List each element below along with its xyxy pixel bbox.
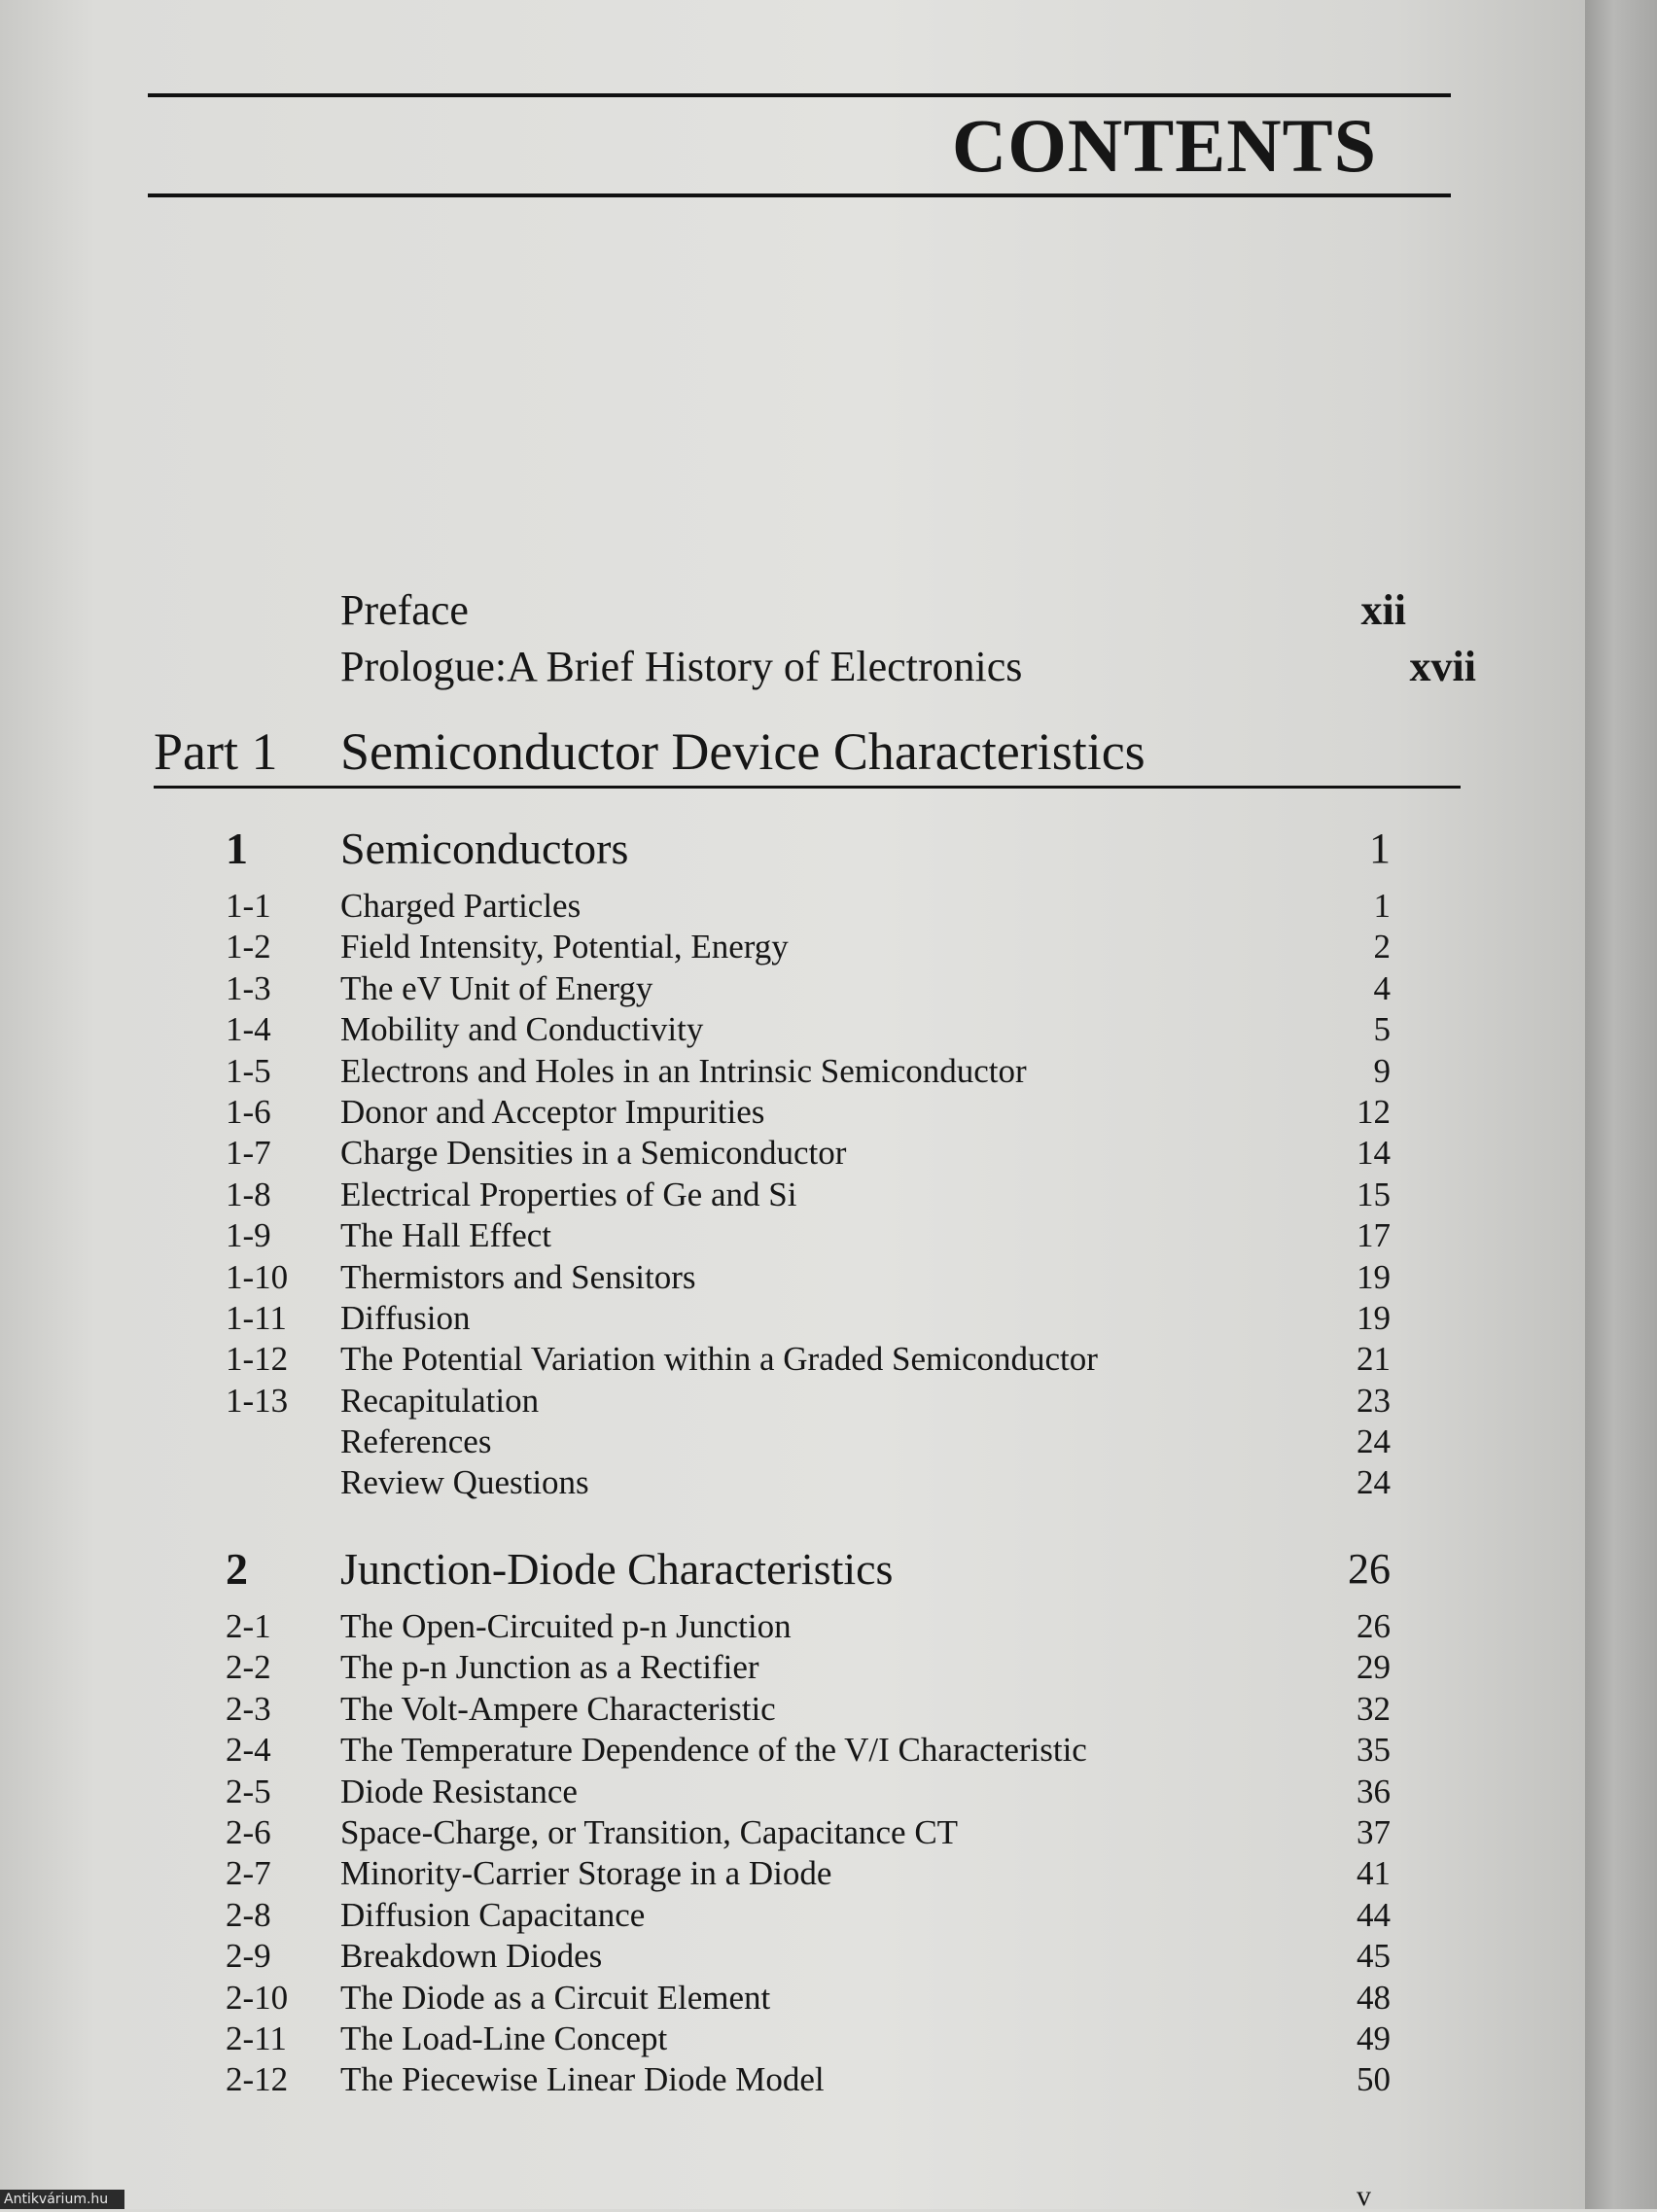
section-page: 5 (1373, 1010, 1391, 1049)
front-matter-prologue-page: xvii (1409, 643, 1476, 690)
section-page: 1 (1373, 887, 1391, 925)
section-title: The Diode as a Circuit Element (340, 1978, 771, 2017)
section-number: 1-3 (226, 968, 271, 1007)
front-matter-preface-page: xii (1360, 586, 1406, 634)
section-title: Diffusion Capacitance (340, 1895, 646, 1934)
toc-row (0, 1257, 1585, 1298)
part-rule (154, 786, 1461, 789)
section-title: Donor and Acceptor Impurities (340, 1092, 765, 1131)
toc-row (0, 1772, 1585, 1812)
toc-row (0, 1009, 1585, 1050)
chapter-2-section-list (0, 1606, 1585, 2101)
chapter-1-section-list (0, 886, 1585, 1504)
section-page: 50 (1357, 2060, 1391, 2099)
section-page: 35 (1357, 1731, 1391, 1770)
section-page: 24 (1357, 1463, 1391, 1502)
header-top-rule (148, 93, 1451, 97)
section-title: Mobility and Conductivity (340, 1010, 704, 1049)
section-title: Charged Particles (340, 887, 582, 925)
toc-row (0, 886, 1585, 927)
chapter-page: 26 (1348, 1545, 1391, 1593)
toc-row (0, 1092, 1585, 1133)
section-number: 2-4 (226, 1731, 271, 1770)
section-title: Recapitulation (340, 1381, 540, 1420)
section-number: 2-6 (226, 1812, 271, 1851)
toc-row (0, 1812, 1585, 1853)
toc-row (0, 1853, 1585, 1894)
section-title: The p-n Junction as a Rectifier (340, 1648, 759, 1687)
section-page: 48 (1357, 1978, 1391, 2017)
section-title: The Hall Effect (340, 1216, 552, 1255)
part-number: Part 1 (154, 722, 278, 781)
section-title: The Load-Line Concept (340, 2019, 668, 2057)
section-title: Diode Resistance (340, 1772, 578, 1810)
chapter-title: Semiconductors (340, 824, 629, 873)
toc-row (0, 1051, 1585, 1092)
section-page: 45 (1357, 1937, 1391, 1976)
section-page: 14 (1357, 1134, 1391, 1173)
book-binding-edge (1585, 0, 1657, 2209)
chapter-number: 1 (226, 824, 248, 873)
chapter-number: 2 (226, 1544, 248, 1594)
chapter-title: Junction-Diode Characteristics (340, 1544, 894, 1594)
section-number: 2-2 (226, 1648, 271, 1687)
section-number: 1-13 (226, 1381, 289, 1420)
part-title: Semiconductor Device Characteristics (340, 722, 1146, 781)
section-title: The Temperature Dependence of the V/I Characteristic (340, 1731, 1087, 1770)
toc-row (0, 1647, 1585, 1688)
section-title: Diffusion (340, 1298, 471, 1337)
toc-row (0, 1462, 1585, 1503)
section-page: 32 (1357, 1689, 1391, 1728)
section-number: 2-11 (226, 2019, 287, 2057)
section-number: 1-7 (226, 1134, 271, 1173)
toc-row (0, 2019, 1585, 2059)
section-title: The Open-Circuited p-n Junction (340, 1607, 792, 1645)
section-page: 19 (1357, 1257, 1391, 1296)
section-page: 26 (1357, 1607, 1391, 1645)
section-title: The Piecewise Linear Diode Model (340, 2060, 825, 2099)
section-title: Minority-Carrier Storage in a Diode (340, 1854, 832, 1893)
section-page: 19 (1357, 1298, 1391, 1337)
toc-row (0, 1689, 1585, 1730)
front-matter-preface: Preface (340, 586, 469, 634)
section-page: 49 (1357, 2019, 1391, 2057)
page-folio: v (1357, 2180, 1371, 2212)
section-number: 2-3 (226, 1689, 271, 1728)
watermark: Antikvárium.hu (0, 2190, 124, 2209)
section-title: Space-Charge, or Transition, Capacitance CT (340, 1812, 959, 1851)
section-number: 1-10 (226, 1257, 289, 1296)
front-matter-prologue: Prologue:A Brief History of Electronics (340, 643, 1023, 690)
section-number: 1-9 (226, 1216, 271, 1255)
section-page: 29 (1357, 1648, 1391, 1687)
section-page: 15 (1357, 1175, 1391, 1213)
section-page: 21 (1357, 1340, 1391, 1379)
section-title: Breakdown Diodes (340, 1937, 603, 1976)
toc-row (0, 927, 1585, 967)
section-number: 2-12 (226, 2060, 289, 2099)
section-page: 2 (1373, 928, 1391, 966)
toc-row (0, 1606, 1585, 1647)
section-number: 2-10 (226, 1978, 289, 2017)
toc-row (0, 1175, 1585, 1215)
section-title: The Potential Variation within a Graded Semiconductor (340, 1340, 1098, 1379)
section-number: 1-2 (226, 928, 271, 966)
section-title: Electrical Properties of Ge and Si (340, 1175, 797, 1213)
section-title: Thermistors and Sensitors (340, 1257, 696, 1296)
section-title: The Volt-Ampere Characteristic (340, 1689, 776, 1728)
section-number: 1-12 (226, 1340, 289, 1379)
section-title: Electrons and Holes in an Intrinsic Semiconductor (340, 1051, 1027, 1090)
section-title: Charge Densities in a Semiconductor (340, 1134, 847, 1173)
toc-row (0, 1215, 1585, 1256)
toc-row (0, 1133, 1585, 1174)
section-title: Review Questions (340, 1463, 589, 1502)
section-page: 44 (1357, 1895, 1391, 1934)
toc-row (0, 2059, 1585, 2100)
section-number: 1-4 (226, 1010, 271, 1049)
section-number: 2-9 (226, 1937, 271, 1976)
toc-row (0, 1422, 1585, 1462)
section-page: 9 (1373, 1051, 1391, 1090)
page-title: CONTENTS (951, 103, 1377, 188)
section-number: 2-8 (226, 1895, 271, 1934)
section-number: 1-11 (226, 1298, 287, 1337)
toc-row (0, 1730, 1585, 1771)
toc-row (0, 968, 1585, 1009)
section-number: 1-8 (226, 1175, 271, 1213)
section-page: 37 (1357, 1812, 1391, 1851)
section-number: 2-5 (226, 1772, 271, 1810)
toc-row (0, 1381, 1585, 1422)
section-page: 23 (1357, 1381, 1391, 1420)
section-page: 4 (1373, 968, 1391, 1007)
section-page: 17 (1357, 1216, 1391, 1255)
toc-row (0, 1339, 1585, 1380)
toc-row (0, 1895, 1585, 1936)
section-page: 12 (1357, 1092, 1391, 1131)
section-page: 24 (1357, 1422, 1391, 1461)
header-bottom-rule (148, 193, 1451, 197)
chapter-page: 1 (1369, 825, 1391, 872)
section-number: 1-1 (226, 887, 271, 925)
toc-row (0, 1298, 1585, 1339)
section-page: 36 (1357, 1772, 1391, 1810)
section-title: References (340, 1422, 492, 1461)
toc-row (0, 1978, 1585, 2019)
section-number: 1-6 (226, 1092, 271, 1131)
section-number: 1-5 (226, 1051, 271, 1090)
section-title: Field Intensity, Potential, Energy (340, 928, 789, 966)
section-page: 41 (1357, 1854, 1391, 1893)
section-title: The eV Unit of Energy (340, 968, 653, 1007)
toc-row (0, 1936, 1585, 1977)
section-number: 2-7 (226, 1854, 271, 1893)
section-number: 2-1 (226, 1607, 271, 1645)
